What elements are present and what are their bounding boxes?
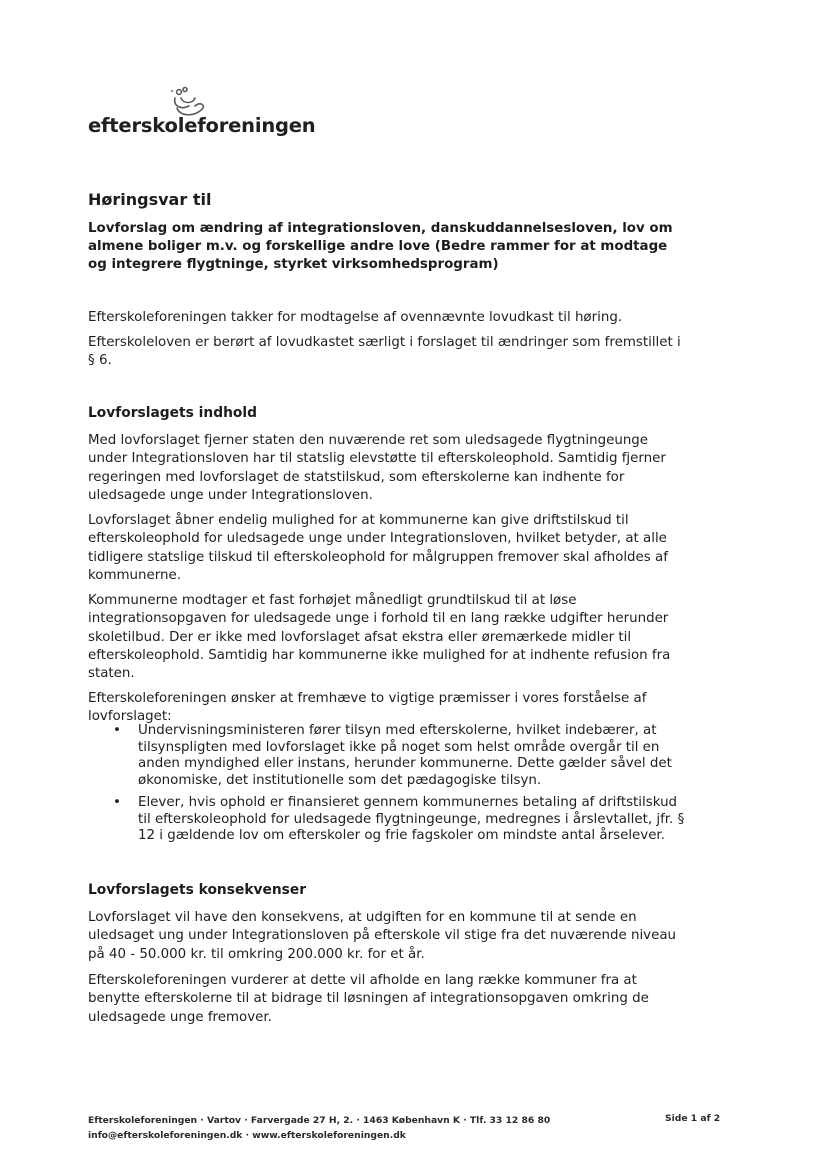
bullet-icon: •: [113, 723, 121, 738]
list-item: [88, 723, 688, 789]
section-paragraph: Efterskoleforeningen vurderer at dette vil afholde en lang række kommuner fra at benytte efterskolerne til at bidrage til løsningen af integrationsopgaven omkring de uledsagede unge fremover.: [88, 973, 649, 1025]
list-item-text: Undervisningsministeren fører tilsyn med efterskolerne, hvilket indebærer, at tilsynspligten med lovforslaget ikke på noget som helst område overgår til en anden myndighed eller instans, herunder kommunerne. Dette gælder såvel det økonomiske, det institutionelle som det pædagogiske tilsyn.: [138, 723, 672, 788]
bullet-icon: •: [113, 795, 121, 810]
footer-contact: info@efterskoleforeningen.dk · www.efterskoleforeningen.dk: [88, 1130, 406, 1141]
document-subject: Lovforslag om ændring af integrationsloven, danskuddannelsesloven, lov om almene boliger m.v. og forskellige andre love (Bedre rammer for at modtage og integrere flygtninge, styrket virksomhedsprogram): [88, 221, 673, 272]
section-paragraph: Kommunerne modtager et fast forhøjet månedligt grundtilskud til at løse integrationsopgaven for uledsagede unge i forhold til en lang række udgifter herunder skoletilbud. Der er ikke med lovforslaget afsat ekstra eller øremærkede midler til efterskoleophold. Samtidig har kommunerne ikke mulighed for at indhente refusion fra staten.: [88, 593, 671, 682]
list-item: [88, 795, 688, 845]
intro-paragraph: Efterskoleforeningen takker for modtagelse af ovennævnte lovudkast til høring.: [88, 310, 623, 325]
document-title: Høringsvar til: [88, 190, 212, 209]
page-number: Side 1 af 2: [665, 1113, 721, 1124]
intro-paragraph: Efterskoleloven er berørt af lovudkastet særligt i forslaget til ændringer som fremstillet i § 6.: [88, 335, 681, 369]
section-paragraph: Lovforslaget åbner endelig mulighed for at kommunerne kan give driftstilskud til efterskoleophold for uledsagede unge under Integrationsloven, hvilket betyder, at alle tidligere statslige tilskud til efterskoleophold for målgruppen fremover skal afholdes af kommunerne.: [88, 513, 668, 583]
premise-list: [88, 723, 688, 851]
page-footer: [88, 1113, 550, 1143]
list-item-text: Elever, hvis ophold er finansieret gennem kommunernes betaling af driftstilskud til efterskoleophold for uledsagede flygtningeunge, medregnes i årslevtallet, jfr. § 12 i gældende lov om efterskoler og frie fagskoler om mindste antal årselever.: [138, 795, 685, 843]
section-heading-indhold: Lovforslagets indhold: [88, 405, 257, 421]
section-paragraph: Med lovforslaget fjerner staten den nuværende ret som uledsagede flygtningeunge under Integrationsloven har til statslig elevstøtte til efterskoleophold. Samtidig fjerner regeringen med lovforslaget de statstilskud, som efterskolerne kan indhente for uledsagede unge under Integrationsloven.: [88, 433, 666, 503]
section-paragraph: Lovforslaget vil have den konsekvens, at udgiften for en kommune til at sende en uledsaget ung under Integrationsloven på efterskole vil stige fra det nuværende niveau på 40 - 50.000 kr. til omkring 200.000 kr. for et år.: [88, 910, 677, 962]
section-paragraph: Efterskoleforeningen ønsker at fremhæve to vigtige præmisser i vores forståelse af lovforslaget:: [88, 691, 647, 725]
footer-address: Efterskoleforeningen · Vartov · Farvergade 27 H, 2. · 1463 København K · Tlf. 33 12 86 80: [88, 1115, 551, 1126]
section-heading-konsekvenser: Lovforslagets konsekvenser: [88, 882, 307, 898]
logo-wordmark: efterskoleforeningen: [88, 114, 316, 137]
